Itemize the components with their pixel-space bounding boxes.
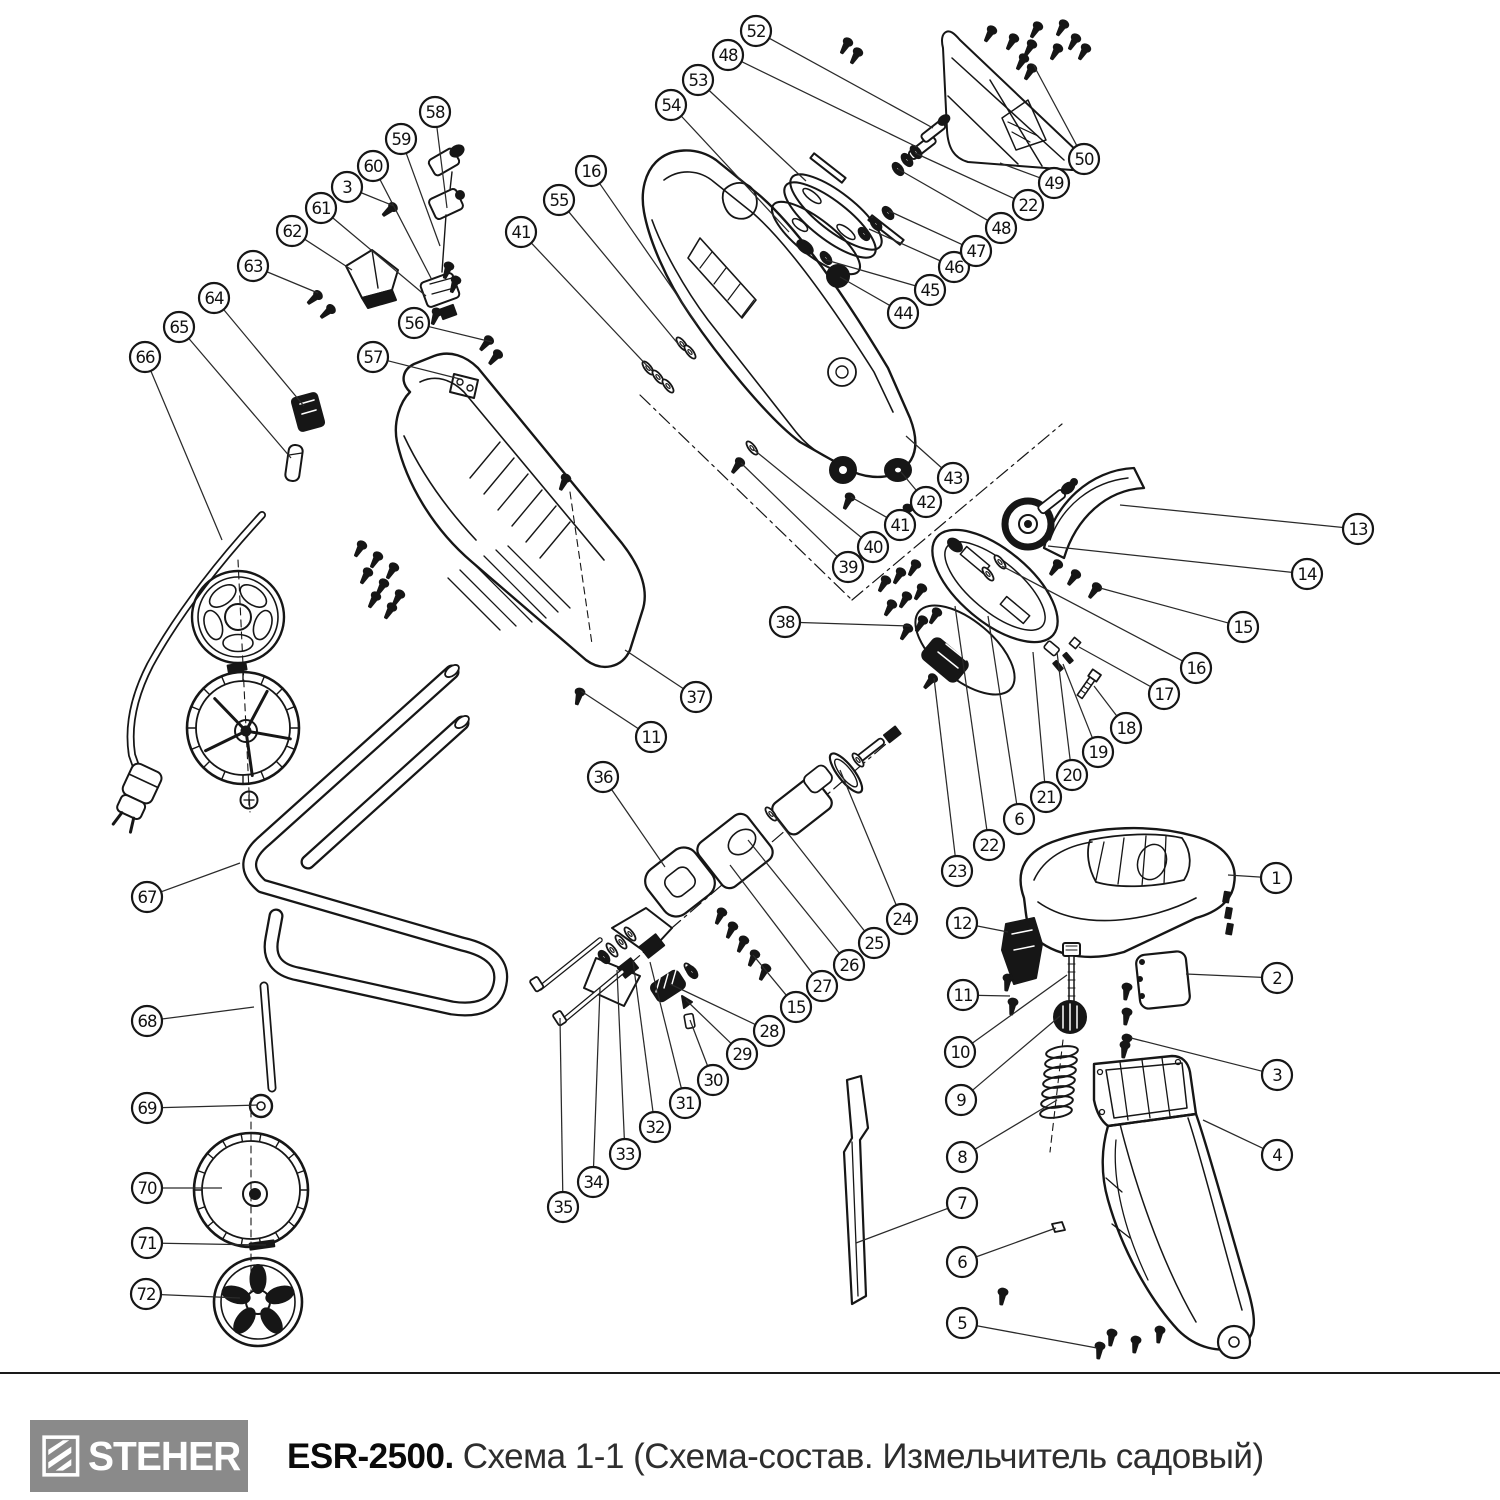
svg-text:55: 55: [549, 191, 569, 210]
wheel-details: [187, 580, 1079, 1336]
callout-48: [986, 213, 1016, 243]
svg-text:62: 62: [282, 222, 302, 241]
svg-text:43: 43: [943, 469, 963, 488]
callout-68: [132, 1006, 162, 1036]
svg-text:37: 37: [686, 688, 706, 707]
svg-text:52: 52: [746, 22, 766, 41]
svg-text:1: 1: [1271, 869, 1281, 888]
callout-42: [911, 487, 941, 517]
callout-14: [1292, 559, 1322, 589]
callout-31: [670, 1088, 700, 1118]
callout-21: [1031, 782, 1061, 812]
svg-text:3: 3: [342, 178, 352, 197]
svg-text:7: 7: [957, 1194, 967, 1213]
callout-22: [974, 830, 1004, 860]
callout-26: [834, 950, 864, 980]
svg-text:54: 54: [661, 96, 681, 115]
callout-62: [277, 216, 307, 246]
svg-text:39: 39: [838, 558, 858, 577]
svg-text:3: 3: [1272, 1066, 1282, 1085]
svg-text:53: 53: [688, 71, 708, 90]
svg-text:30: 30: [703, 1071, 723, 1090]
svg-text:16: 16: [581, 162, 601, 181]
svg-text:17: 17: [1154, 685, 1174, 704]
model-number: ESR-2500.: [287, 1437, 454, 1476]
callout-17: [1149, 679, 1179, 709]
callout-32: [640, 1112, 670, 1142]
callout-72: [131, 1279, 161, 1309]
callout-23: [942, 856, 972, 886]
svg-text:18: 18: [1116, 719, 1136, 738]
svg-text:72: 72: [136, 1285, 156, 1304]
svg-text:67: 67: [137, 888, 157, 907]
svg-text:12: 12: [952, 914, 972, 933]
callout-34: [578, 1167, 608, 1197]
callout-65: [164, 312, 194, 342]
plug-icon: [107, 761, 164, 834]
svg-text:20: 20: [1062, 766, 1082, 785]
svg-text:28: 28: [759, 1022, 779, 1041]
callout-15: [1228, 612, 1258, 642]
callout-58: [420, 97, 450, 127]
callout-10: [945, 1037, 975, 1067]
part-lower-housing: [396, 354, 645, 667]
callout-5: [947, 1308, 977, 1338]
svg-text:23: 23: [947, 862, 967, 881]
callout-12: [947, 908, 977, 938]
callout-4: [1262, 1140, 1292, 1170]
svg-text:4: 4: [1272, 1146, 1282, 1165]
callout-33: [610, 1139, 640, 1169]
brand-logo: [30, 1420, 248, 1492]
callout-24: [887, 904, 917, 934]
svg-text:24: 24: [892, 910, 912, 929]
svg-text:60: 60: [363, 157, 383, 176]
svg-text:65: 65: [169, 318, 189, 337]
svg-text:68: 68: [137, 1012, 157, 1031]
callout-8: [947, 1142, 977, 1172]
svg-text:50: 50: [1074, 150, 1094, 169]
part-upper-hopper: [1021, 828, 1235, 957]
callout-37: [681, 682, 711, 712]
part-top-housing: [643, 150, 916, 483]
callout-38: [770, 607, 800, 637]
callout-53: [683, 65, 713, 95]
callout-16: [1181, 653, 1211, 683]
svg-text:47: 47: [966, 242, 986, 261]
callout-71: [132, 1228, 162, 1258]
callout-19: [1083, 737, 1113, 767]
callout-35: [548, 1192, 578, 1222]
callout-45: [915, 275, 945, 305]
svg-text:29: 29: [732, 1045, 752, 1064]
svg-text:61: 61: [311, 199, 331, 218]
callout-69: [132, 1093, 162, 1123]
part-power-cable: [107, 515, 262, 835]
svg-text:15: 15: [786, 998, 806, 1017]
svg-text:27: 27: [812, 977, 832, 996]
callout-54: [656, 90, 686, 120]
callout-50: [1069, 144, 1099, 174]
callout-52: [741, 16, 771, 46]
svg-text:21: 21: [1036, 788, 1056, 807]
svg-text:9: 9: [956, 1091, 966, 1110]
svg-text:45: 45: [920, 281, 940, 300]
svg-text:48: 48: [991, 219, 1011, 238]
svg-text:66: 66: [135, 348, 155, 367]
callout-22: [1013, 190, 1043, 220]
callout-1: [1261, 863, 1291, 893]
svg-text:25: 25: [864, 934, 884, 953]
callout-43: [938, 463, 968, 493]
svg-text:13: 13: [1348, 520, 1368, 539]
callout-59: [386, 124, 416, 154]
svg-text:69: 69: [137, 1099, 157, 1118]
callout-36: [588, 762, 618, 792]
svg-text:10: 10: [950, 1043, 970, 1062]
callout-70: [132, 1173, 162, 1203]
svg-text:19: 19: [1088, 743, 1108, 762]
svg-text:11: 11: [641, 728, 661, 747]
callout-48: [713, 40, 743, 70]
callout-55: [544, 185, 574, 215]
callout-57: [358, 342, 388, 372]
svg-text:8: 8: [957, 1148, 967, 1167]
part-motor-assembly: [529, 727, 900, 1029]
scheme-caption: [287, 1437, 1264, 1477]
svg-text:2: 2: [1272, 969, 1282, 988]
callout-41: [885, 510, 915, 540]
brand-mark-icon: [42, 1434, 80, 1478]
callout-25: [859, 928, 889, 958]
svg-text:59: 59: [391, 130, 411, 149]
svg-text:71: 71: [137, 1234, 157, 1253]
callout-27: [807, 971, 837, 1001]
callout-9: [946, 1085, 976, 1115]
svg-text:32: 32: [645, 1118, 665, 1137]
svg-text:38: 38: [775, 613, 795, 632]
svg-text:31: 31: [675, 1094, 695, 1113]
callout-67: [132, 882, 162, 912]
part-blade-disc: [762, 113, 951, 285]
callout-20: [1057, 760, 1087, 790]
svg-text:6: 6: [957, 1253, 967, 1272]
callout-2: [1262, 963, 1292, 993]
callout-47: [961, 236, 991, 266]
callout-56: [399, 308, 429, 338]
callout-15: [781, 992, 811, 1022]
svg-text:63: 63: [243, 257, 263, 276]
svg-text:46: 46: [944, 258, 964, 277]
callout-49: [1039, 168, 1069, 198]
callout-30: [698, 1065, 728, 1095]
callout-13: [1343, 514, 1373, 544]
svg-text:22: 22: [979, 836, 999, 855]
callout-44: [888, 298, 918, 328]
svg-text:6: 6: [1014, 810, 1024, 829]
callout-66: [130, 342, 160, 372]
callout-3: [1262, 1060, 1292, 1090]
scheme-title: Схема 1-1 (Схема-состав. Измельчитель садовый): [462, 1437, 1264, 1476]
svg-text:48: 48: [718, 46, 738, 65]
svg-text:33: 33: [615, 1145, 635, 1164]
svg-text:57: 57: [363, 348, 383, 367]
svg-text:14: 14: [1297, 565, 1317, 584]
svg-text:49: 49: [1044, 174, 1064, 193]
svg-text:56: 56: [404, 314, 424, 333]
callout-16: [576, 156, 606, 186]
part-stand: [1094, 1056, 1254, 1358]
callout-11: [948, 980, 978, 1010]
svg-text:15: 15: [1233, 618, 1253, 637]
callout-64: [199, 283, 229, 313]
svg-text:26: 26: [839, 956, 859, 975]
svg-text:58: 58: [425, 103, 445, 122]
callout-63: [238, 251, 268, 281]
svg-text:36: 36: [593, 768, 613, 787]
svg-text:41: 41: [511, 223, 531, 242]
callout-11: [636, 722, 666, 752]
callout-18: [1111, 713, 1141, 743]
callout-6: [1004, 804, 1034, 834]
svg-text:11: 11: [953, 986, 973, 1005]
svg-text:5: 5: [957, 1314, 967, 1333]
svg-text:64: 64: [204, 289, 224, 308]
svg-text:16: 16: [1186, 659, 1206, 678]
callout-6: [947, 1247, 977, 1277]
callout-61: [306, 193, 336, 223]
svg-text:70: 70: [137, 1179, 157, 1198]
callout-40: [858, 532, 888, 562]
callout-3: [332, 172, 362, 202]
brand-name: STEHER: [87, 1432, 240, 1479]
callout-60: [358, 151, 388, 181]
svg-text:42: 42: [916, 493, 936, 512]
callout-28: [754, 1016, 784, 1046]
part-feed-hardware: [1002, 918, 1191, 1232]
svg-text:44: 44: [893, 304, 913, 323]
footer-divider: [0, 1372, 1500, 1374]
callout-39: [833, 552, 863, 582]
svg-text:41: 41: [890, 516, 910, 535]
svg-text:34: 34: [583, 1173, 603, 1192]
section-boundary: [588, 395, 1062, 1000]
svg-text:40: 40: [863, 538, 883, 557]
callout-7: [947, 1188, 977, 1218]
svg-text:35: 35: [553, 1198, 573, 1217]
part-pusher-stick: [844, 1076, 868, 1304]
callout-41: [506, 217, 536, 247]
callout-29: [727, 1039, 757, 1069]
svg-text:22: 22: [1018, 196, 1038, 215]
